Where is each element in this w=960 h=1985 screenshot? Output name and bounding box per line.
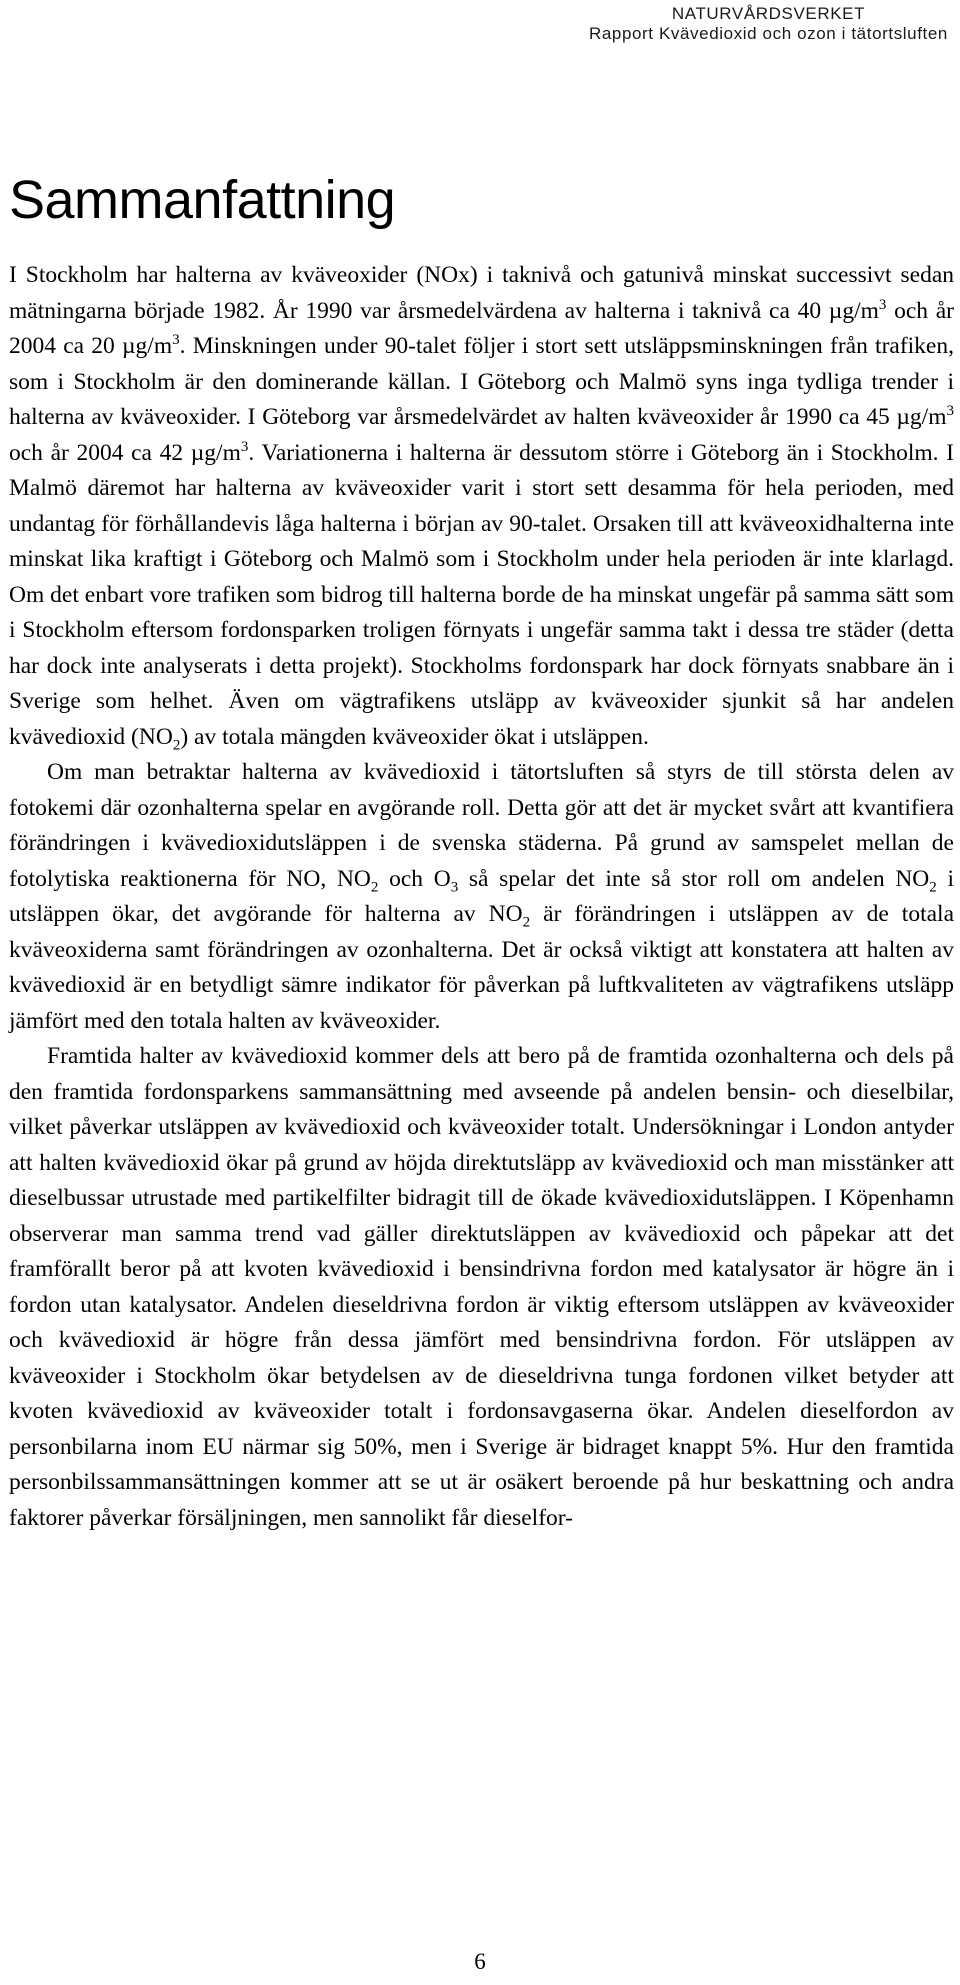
running-header	[589, 4, 948, 44]
header-org: NATURVÅRDSVERKET	[671, 4, 866, 23]
page-title: Sammanfattning	[9, 170, 396, 230]
header-report-title: Rapport Kvävedioxid och ozon i tätortsluften	[588, 24, 948, 43]
summary-body	[9, 258, 954, 1536]
paragraph-2: Om man betraktar halterna av kvävedioxid i tätortsluften så styrs de till största delen av fotokemi där ozonhalterna spelar en avgörande roll. Detta gör att det är mycket svårt att kvantifiera förändringen i kvävedioxidutsläppen i de svenska städerna. På grund av samspelet mellan de fotolytiska reaktionerna för NO, $NO_2$ och $O_3$ så spelar det inte så stor roll om andelen $NO_2$ i utsläppen ökar, det avgörande för halterna av $NO_2$ är förändringen i utsläppen av de totala kväveoxiderna samt förändringen av ozonhalterna. Det är också viktigt att konstatera att halten av kvävedioxid är en betydligt sämre indikator för påverkan på luftkvaliteten av vägtrafikens utsläpp jämfört med den totala halten av kväveoxider.	[9, 759, 955, 1034]
page-number: 6	[474, 1949, 486, 1974]
paragraph-1: I Stockholm har halterna av kväveoxider (NOx) i taknivå och gatunivå minskat successivt sedan mätningarna började 1982. År 1990 var årsmedelvärdena av halterna i taknivå ca 40 $\mu g/m^3$ och år 2004 ca 20 $\mu g/m^3$. Minskningen under 90-talet följer i stort sett utsläppsminskningen från trafiken, som i Stockholm är den dominerande källan. I Göteborg och Malmö syns inga tydliga trender i halterna av kväveoxider. I Göteborg var årsmedelvärdet av halten kväveoxider år 1990 ca 45 $\mu g/m^3$ och år 2004 ca 42 $\mu g/m^3$. Variationerna i halterna är dessutom större i Göteborg än i Stockholm. I Malmö däremot har halterna av kväveoxider varit i stort sett desamma för hela perioden, med undantag för förhållandevis låga halterna i början av 90-talet. Orsaken till att kväveoxidhalterna inte minskat lika kraftigt i Göteborg och Malmö som i Stockholm under hela perioden är inte klarlagd. Om det enbart vore trafiken som bidrog till halterna borde de ha minskat ungefär på samma sätt som i Stockholm eftersom fordonsparken troligen förnyats i ungefär samma takt i dessa tre städer (detta har dock inte analyserats i detta projekt). Stockholms fordonspark har dock förnyats snabbare än i Sverige som helhet. Även om vägtrafikens utsläpp av kväveoxider sjunkit så har andelen kvävedioxid $(NO_2)$ av totala mängden kväveoxider ökat i utsläppen.	[9, 262, 954, 754]
paragraph-3: Framtida halter av kvävedioxid kommer dels att bero på de framtida ozonhalterna och dels på den framtida fordonsparkens sammansättning med avseende på andelen bensin- och dieselbilar, vilket påverkar utsläppen av kvävedioxid och kväveoxider totalt. Undersökningar i London antyder att halten kvävedioxid ökar på grund av höjda direktutsläpp av kvävedioxid och man misstänker att dieselbussar utrustade med partikelfilter bidragit till de ökade kvävedioxidutsläppen. I Köpenhamn observerar man samma trend vad gäller direktutsläppen av kvävedioxid och påpekar att det framförallt beror på att kvoten kvävedioxid i bensindrivna fordon med katalysator är högre än i fordon utan katalysator. Andelen dieseldrivna fordon är viktig eftersom utsläppen av kväveoxider och kvävedioxid är högre från dessa jämfört med bensindrivna fordon. För utsläppen av kväveoxider i Stockholm ökar betydelsen av de dieseldrivna tunga fordonen vilket betyder att kvoten kvävedioxid av kväveoxider totalt i fordonsavgaserna ökar. Andelen dieselfordon av personbilarna inom EU närmar sig 50%, men i Sverige är bidraget knappt 5%. Hur den framtida personbilssammansättningen kommer att se ut är osäkert beroende på hur beskattning och andra faktorer påverkar försäljningen, men sannolikt får dieselfor-	[9, 1043, 954, 1531]
